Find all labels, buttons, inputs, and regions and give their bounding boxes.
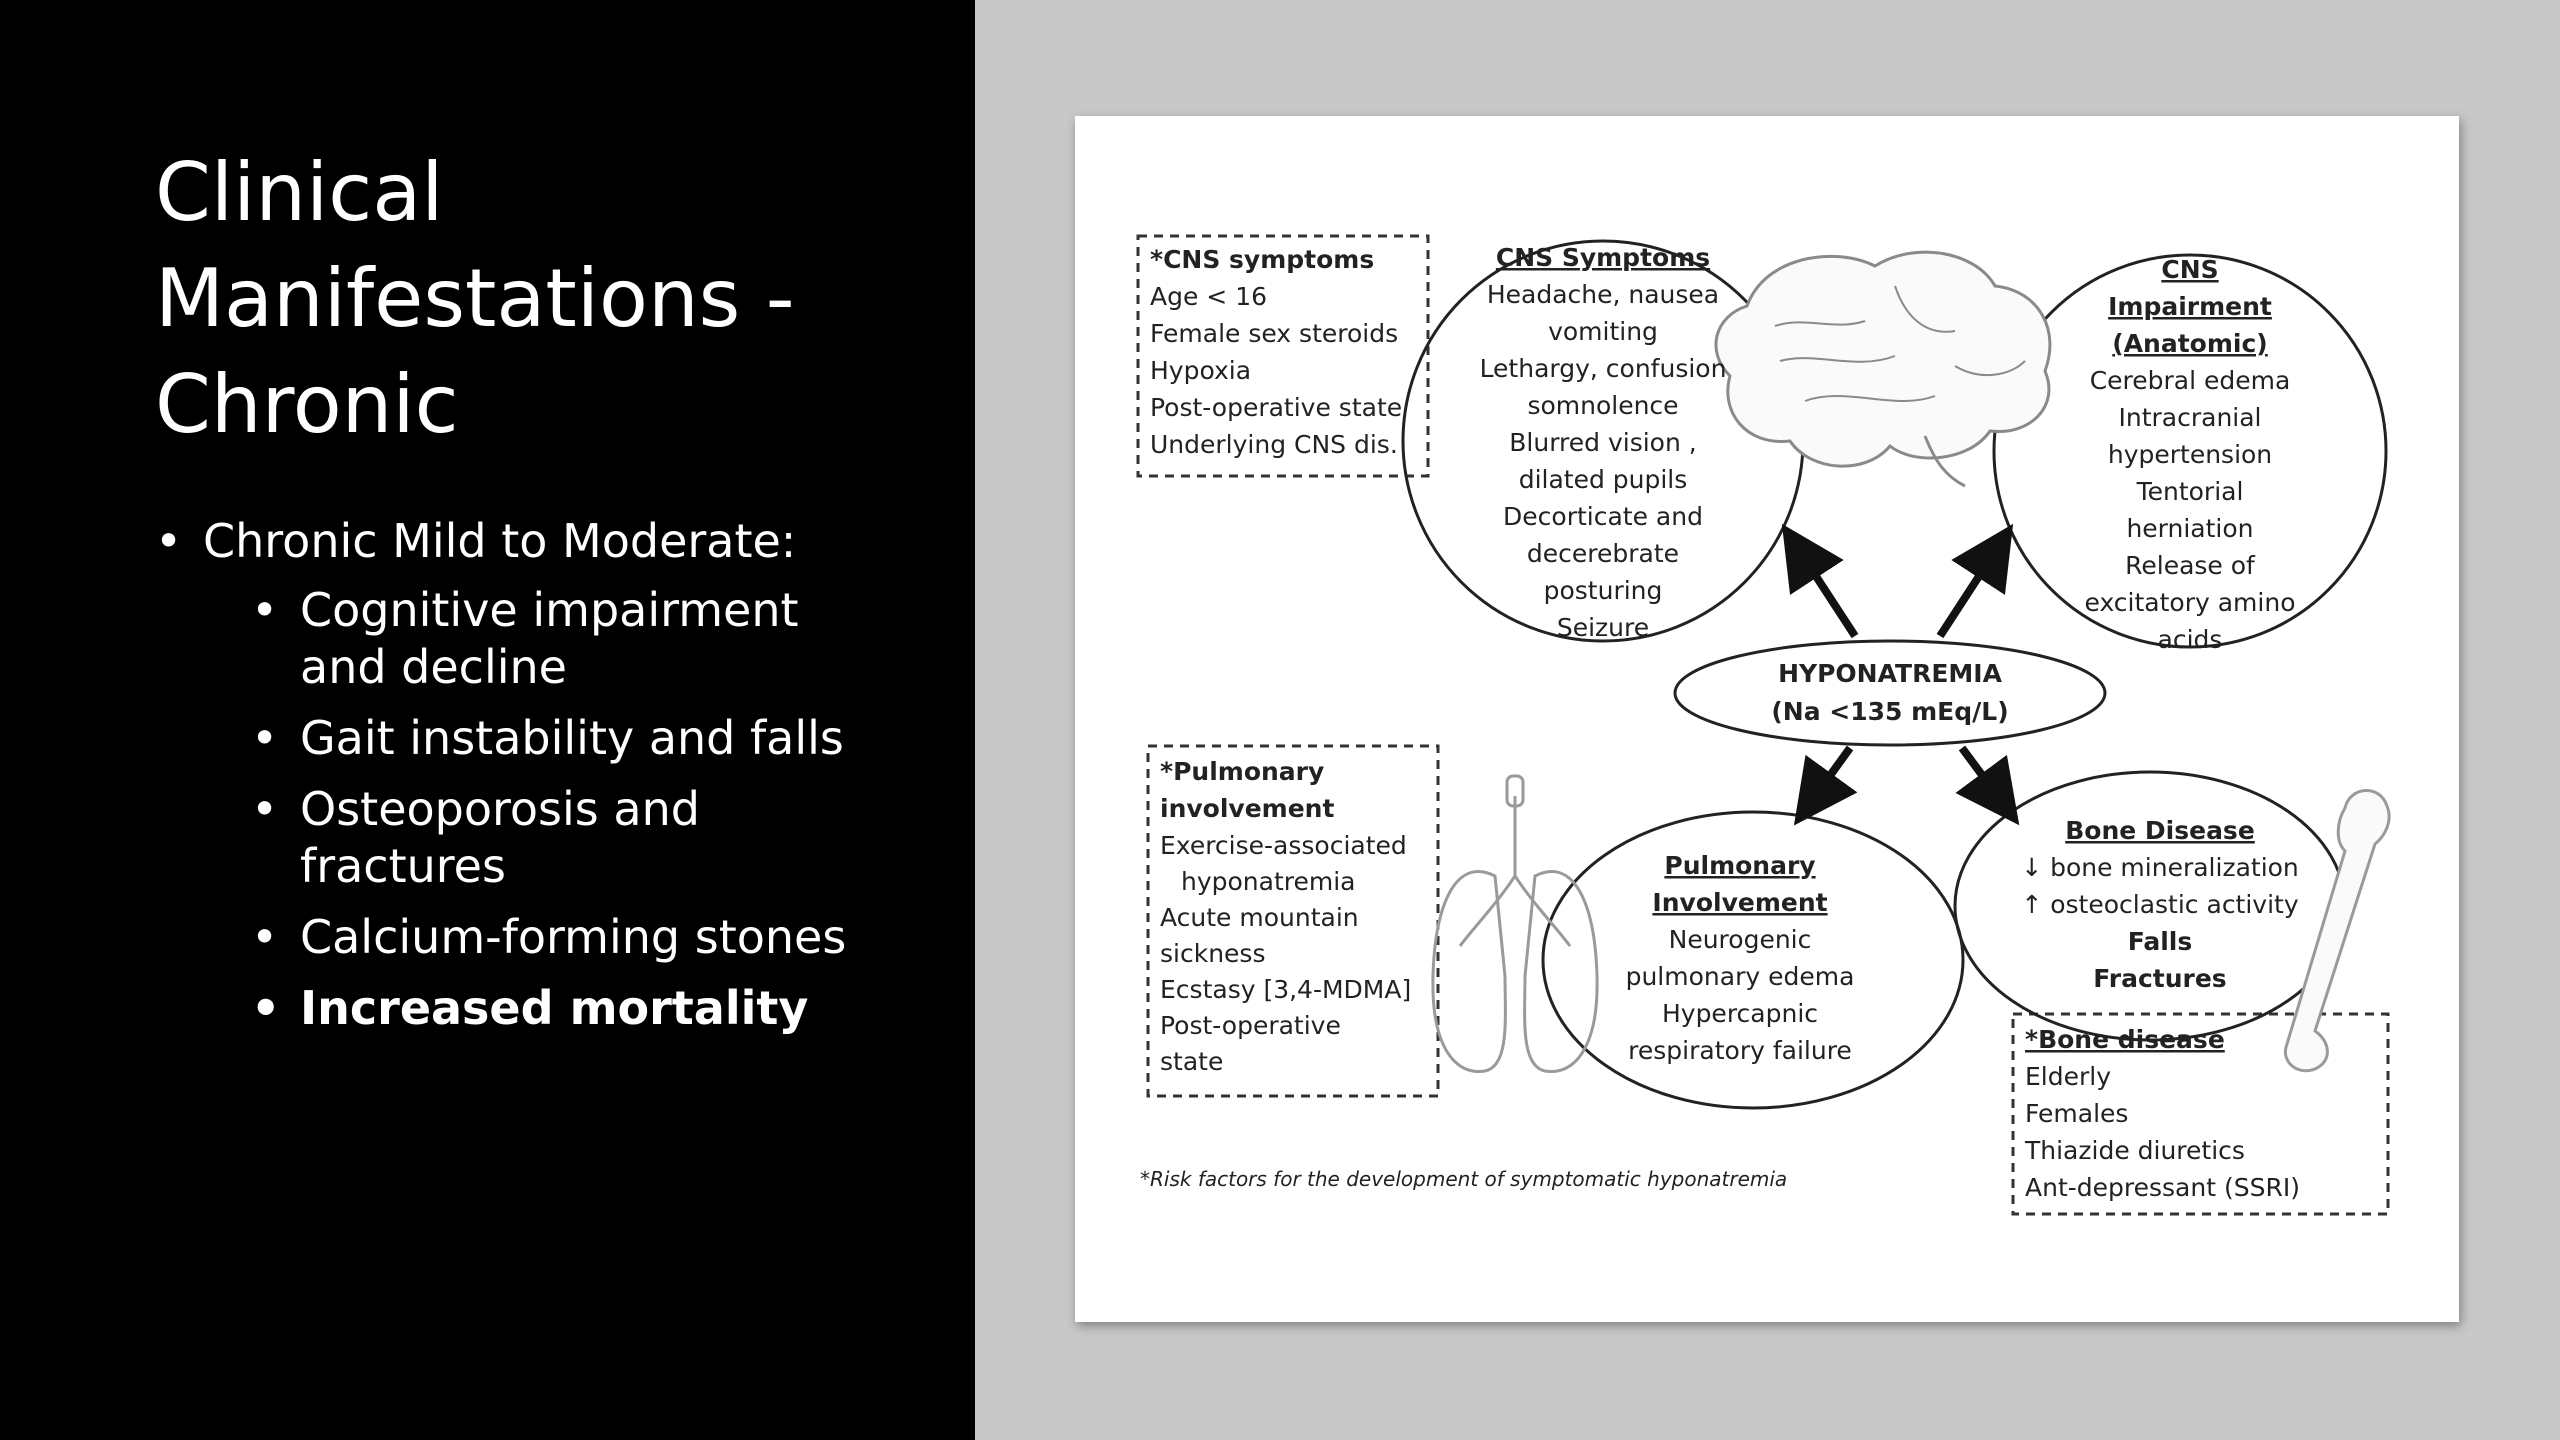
- pulmonary-line: pulmonary edema: [1625, 962, 1855, 991]
- pulmonary-risk-text: [1160, 757, 1411, 1076]
- cns-symptoms-title: CNS Symptoms: [1495, 243, 1711, 272]
- hyponatremia-diagram: [1075, 116, 2459, 1322]
- cns-impairment-line: hypertension: [2107, 440, 2273, 469]
- cns-risk-line: Hypoxia: [1150, 356, 1252, 385]
- cns-impairment-title: CNS: [2161, 255, 2219, 284]
- cns-symptom-line: Lethargy, confusion: [1479, 354, 1727, 383]
- slide-title: [155, 140, 935, 458]
- sub-bullet-line: • Calcium-forming stones: [300, 910, 847, 964]
- bone-risk-text: [2024, 1025, 2300, 1202]
- arrow-to-pulmonary: [1808, 748, 1850, 806]
- cns-symptom-line: vomiting: [1548, 317, 1658, 346]
- pulm-risk-line: hyponatremia: [1181, 867, 1356, 896]
- cns-impairment-title: (Anatomic): [2112, 329, 2268, 358]
- sub-bullet-line: • Increased mortality: [300, 981, 809, 1035]
- pulm-risk-line: sickness: [1160, 939, 1266, 968]
- bone-risk-line: Elderly: [2025, 1062, 2112, 1091]
- cns-impairment-line: Release of: [2125, 551, 2255, 580]
- sub-bullet-cognitive: [155, 582, 955, 696]
- arrow-to-cns-impairment: [1940, 544, 2000, 636]
- cns-risk-text: [1150, 245, 1402, 459]
- cns-impairment-line: herniation: [2126, 514, 2254, 543]
- brain-icon: [1716, 252, 2050, 486]
- left-panel: [0, 0, 975, 1440]
- cns-impairment-line: Cerebral edema: [2089, 366, 2291, 395]
- cns-impairment-title: Impairment: [2108, 292, 2272, 321]
- cns-symptom-line: Blurred vision ,: [1509, 428, 1697, 457]
- pulm-risk-line: Exercise-associated: [1160, 831, 1407, 860]
- cns-impairment-line: Tentorial: [2136, 477, 2244, 506]
- sub-bullet-stones: [155, 909, 955, 966]
- bone-line: Fractures: [2093, 964, 2227, 993]
- sub-bullet-mortality: [155, 980, 955, 1037]
- bone-disease-title: Bone Disease: [2065, 816, 2255, 845]
- pulm-risk-line: Acute mountain: [1160, 903, 1359, 932]
- cns-impairment-line: Intracranial: [2118, 403, 2262, 432]
- center-title: HYPONATREMIA: [1778, 659, 2002, 688]
- bone-line: Falls: [2127, 927, 2193, 956]
- bone-risk-line: *Bone disease: [2025, 1025, 2225, 1054]
- arrow-to-cns-symptoms: [1795, 544, 1855, 636]
- footnote: *Risk factors for the development of symptomatic hyponatremia: [1140, 1167, 1788, 1191]
- bullet-chronic: • Chronic Mild to Moderate:: [155, 512, 955, 570]
- pulm-risk-line: *Pulmonary: [1160, 757, 1325, 786]
- cns-risk-line: *CNS symptoms: [1150, 245, 1375, 274]
- bone-risk-line: Females: [2025, 1099, 2129, 1128]
- center-subtitle: (Na <135 mEq/L): [1771, 697, 2009, 726]
- cns-risk-line: Age < 16: [1150, 282, 1268, 311]
- bone-risk-line: Ant-depressant (SSRI): [2025, 1173, 2300, 1202]
- pulmonary-line: respiratory failure: [1628, 1036, 1852, 1065]
- cns-symptom-line: Seizure: [1556, 613, 1650, 642]
- bone-line: ↑ osteoclastic activity: [2021, 890, 2299, 919]
- cns-risk-line: Post-operative state: [1150, 393, 1403, 422]
- cns-symptom-line: Decorticate and: [1503, 502, 1703, 531]
- cns-symptoms-text: [1480, 243, 1727, 642]
- cns-symptom-line: decerebrate: [1526, 539, 1680, 568]
- cns-impairment-line: excitatory amino: [2084, 588, 2296, 617]
- bone-line: ↓ bone mineralization: [2021, 853, 2299, 882]
- figure-card: [1075, 116, 2459, 1322]
- sub-bullet-line: • Gait instability and falls: [300, 711, 844, 765]
- pulm-risk-line: state: [1160, 1047, 1224, 1076]
- hyponatremia-ellipse: [1675, 641, 2105, 745]
- pulmonary-line: Neurogenic: [1668, 925, 1812, 954]
- arrow-to-bone: [1962, 748, 2005, 806]
- cns-risk-line: Female sex steroids: [1150, 319, 1399, 348]
- cns-impairment-line: acids: [2157, 625, 2223, 654]
- bone-disease-text: [2021, 816, 2299, 993]
- sub-bullet-line: and decline: [300, 640, 567, 694]
- slide-title-line: Chronic: [155, 358, 459, 451]
- sub-bullet-line: • Cognitive impairment: [300, 583, 799, 637]
- cns-impairment-text: [2085, 255, 2296, 654]
- pulm-risk-line: Ecstasy [3,4-MDMA]: [1160, 975, 1412, 1004]
- pulmonary-title: Involvement: [1652, 888, 1828, 917]
- sub-bullet-gait: [155, 710, 955, 767]
- sub-bullet-line: • Osteoporosis and: [300, 782, 700, 836]
- pulm-risk-line: Post-operative: [1160, 1011, 1341, 1040]
- sub-bullet-list: [155, 582, 955, 1037]
- cns-symptom-line: Headache, nausea: [1486, 280, 1720, 309]
- pulmonary-line: Hypercapnic: [1661, 999, 1819, 1028]
- sub-bullet-line: fractures: [300, 839, 506, 893]
- sub-bullet-osteoporosis: [155, 781, 955, 895]
- cns-risk-line: Underlying CNS dis.: [1150, 430, 1398, 459]
- cns-symptom-line: posturing: [1543, 576, 1663, 605]
- bullet-list: [155, 512, 955, 1051]
- cns-symptom-line: dilated pupils: [1518, 465, 1688, 494]
- cns-symptom-line: somnolence: [1527, 391, 1679, 420]
- femur-icon: [2285, 790, 2389, 1070]
- pulmonary-title: Pulmonary: [1664, 851, 1816, 880]
- bone-risk-line: Thiazide diuretics: [2025, 1136, 2245, 1165]
- pulm-risk-line: involvement: [1160, 794, 1335, 823]
- pulmonary-text: [1626, 851, 1855, 1065]
- lungs-icon: [1433, 776, 1597, 1072]
- slide-title-line: Manifestations -: [155, 252, 795, 345]
- slide-title-line: Clinical: [155, 146, 444, 239]
